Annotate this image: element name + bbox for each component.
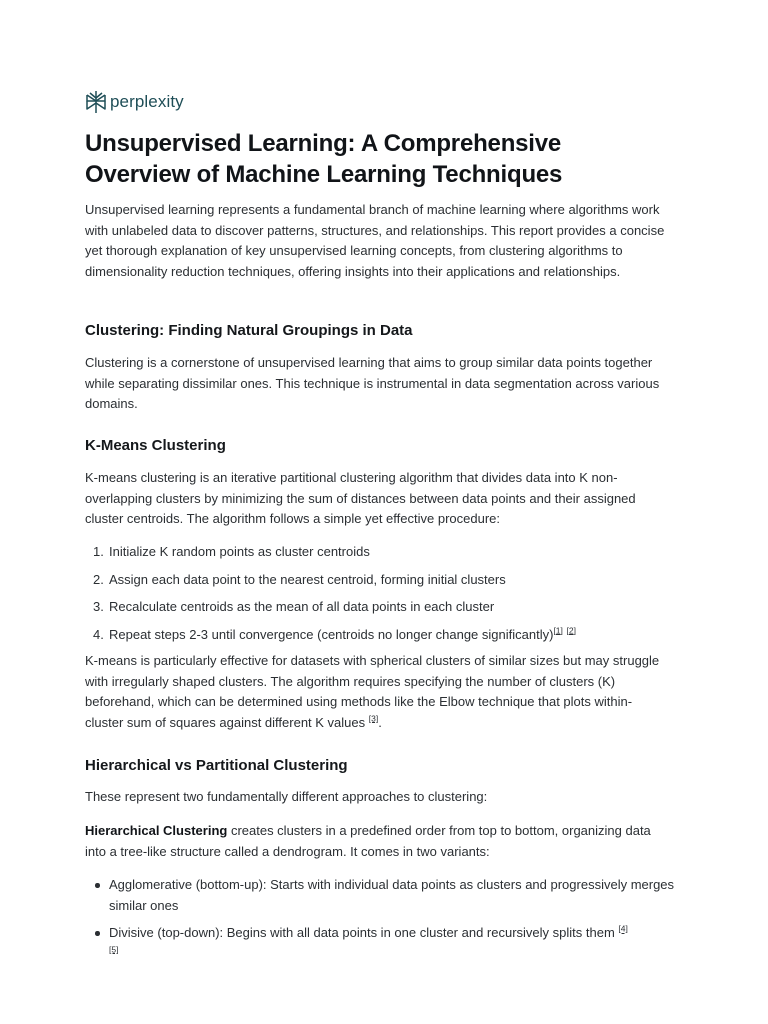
list-item: [109, 875, 694, 916]
kmeans-followup-end: .: [378, 714, 382, 730]
bullet-text: Divisive (top-down): Begins with all data points in one cluster and recursively splits them: [109, 925, 615, 941]
kmeans-paragraph: K-means clustering is an iterative partitional clustering algorithm that divides data into K non-overlapping clusters by minimizing the sum of distances between data points and their assigned cluster centroids. The algorithm follows a simple yet effective procedure:: [85, 470, 636, 527]
kmeans-followup-paragraph: [85, 651, 670, 733]
hierarchical-bold-term: Hierarchical Clustering: [85, 823, 228, 838]
hierarchical-variants-list: [85, 875, 694, 971]
clustering-paragraph: Clustering is a cornerstone of unsupervised learning that aims to group similar data points together while separating dissimilar ones. This technique is instrumental in data segmentation across various domains.: [85, 355, 660, 412]
section-heading-hierarchical: Hierarchical vs Partitional Clustering: [85, 757, 348, 774]
citation-link[interactable]: [4]: [618, 923, 628, 934]
list-item: [109, 597, 694, 617]
section-heading-kmeans: K-Means Clustering: [85, 437, 226, 454]
hierarchical-paragraph: [85, 821, 670, 862]
citation-link[interactable]: [1]: [553, 625, 563, 636]
bullet-text: Agglomerative (bottom-up): Starts with individual data points as clusters and progressively merges similar ones: [109, 877, 675, 913]
list-item: [109, 625, 694, 645]
step-text: Repeat steps 2-3 until convergence (centroids no longer change significantly): [109, 626, 554, 642]
page-title: [85, 128, 685, 190]
section-heading-clustering: Clustering: Finding Natural Groupings in Data: [85, 322, 413, 339]
page-title-line-1: Unsupervised Learning: A Comprehensive: [85, 130, 562, 157]
step-text: Recalculate centroids as the mean of all data points in each cluster: [109, 599, 495, 614]
citation-link[interactable]: [5]: [109, 944, 119, 955]
step-text: Initialize K random points as cluster centroids: [109, 544, 370, 559]
kmeans-followup-text: K-means is particularly effective for datasets with spherical clusters of similar sizes but may struggle with irregularly shaped clusters. The algorithm requires specifying the number of clusters (K) beforehand, which can be determined using methods like the Elbow technique that plots within-cluster sum of squares against different K values: [85, 653, 660, 730]
intro-paragraph: Unsupervised learning represents a fundamental branch of machine learning where algorithms work with unlabeled data to discover patterns, structures, and relationships. This report provides a concise yet thorough explanation of key unsupervised learning concepts, from clustering algorithms to dimensionality reduction techniques, offering insights into their applications and relationships.: [85, 202, 665, 279]
brand-logo[interactable]: [85, 90, 184, 114]
page-title-line-2: Overview of Machine Learning Techniques: [85, 161, 563, 188]
citation-link[interactable]: [2]: [566, 625, 576, 636]
brand-name: perplexity: [110, 92, 184, 111]
hierarchical-intro: These represent two fundamentally different approaches to clustering:: [85, 789, 488, 804]
hierarchical-paragraph-text: creates clusters in a predefined order from top to bottom, organizing data into a tree-like structure called a dendrogram. It comes in two variants:: [85, 823, 651, 859]
step-text: Assign each data point to the nearest centroid, forming initial clusters: [109, 571, 506, 587]
kmeans-steps-list: [85, 542, 694, 652]
citation-link[interactable]: [3]: [368, 713, 379, 724]
list-item: [109, 570, 694, 590]
list-item: [109, 542, 694, 562]
list-item: [109, 923, 694, 964]
perplexity-logo-icon: [85, 90, 107, 114]
